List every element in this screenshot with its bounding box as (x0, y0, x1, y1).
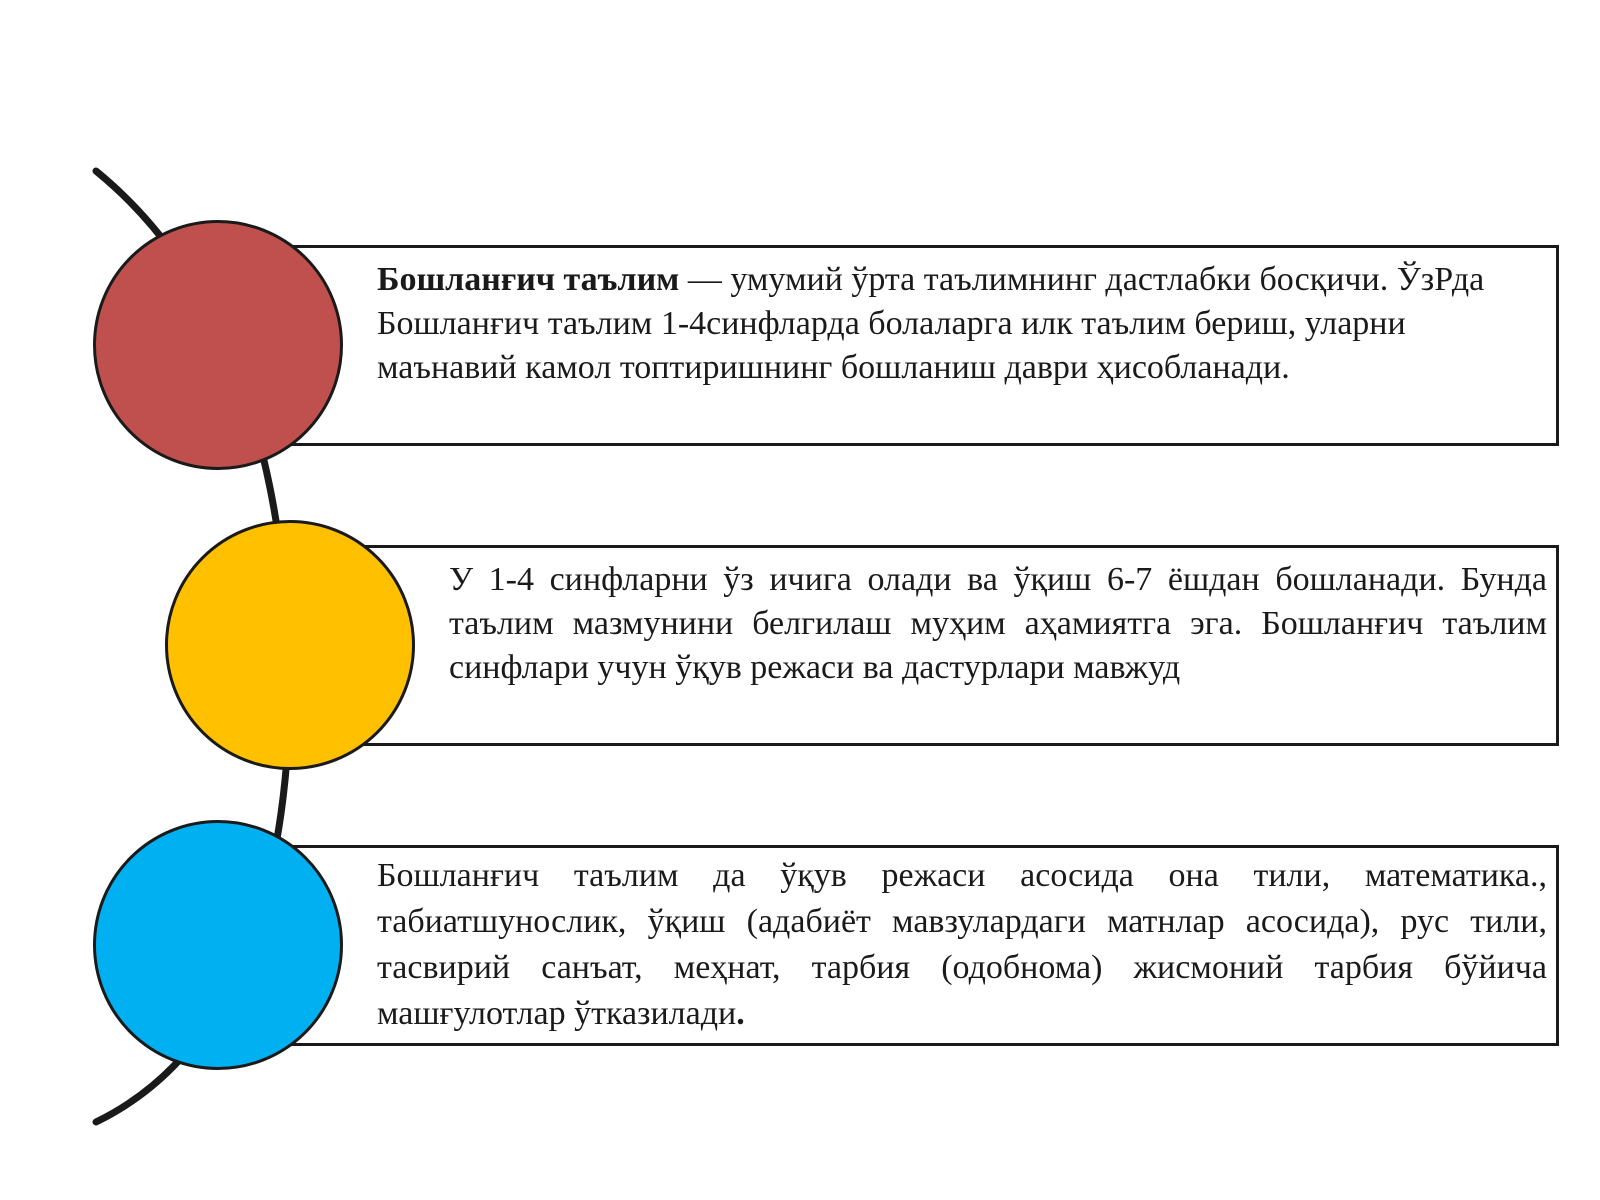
info-text-2-body: У 1-4 синфларни ўз ичига олади ва ўқиш 6-7 ёшдан бошланади. Бунда таълим мазмунини белгилаш муҳим аҳамиятга эга. Бошланғич таълим синфлари учун ўқув режаси ва дастурлари мавжуд (449, 561, 1547, 686)
info-text-1-lead: Бошланғич таълим (377, 261, 680, 298)
info-text-3-body: Бошланғич таълим да ўқув режаси асосида она тили, математика., табиатшунослик, ўқиш (адабиёт мавзулардаги матнлар асосида), рус тили, тасвирий санъат, меҳнат, тарбия (одобнома) жисмоний тарбия бўйича машғулотлар ўтказилади (377, 857, 1547, 1032)
info-text-2 (449, 558, 1547, 690)
info-text-1-body: — умумий ўрта таълимнинг дастлабки босқичи. ЎзРда Бошланғич таълим 1-4синфларда болаларга илк таълим бериш, уларни маънавий камол топтиришнинг бошланиш даври ҳисобланади. (377, 261, 1485, 386)
circle-marker-2 (165, 520, 415, 770)
circle-marker-3 (93, 820, 343, 1070)
info-text-1 (377, 258, 1527, 390)
circle-marker-1 (93, 220, 343, 470)
info-text-3-tail: . (736, 995, 745, 1032)
info-text-3 (377, 853, 1547, 1037)
